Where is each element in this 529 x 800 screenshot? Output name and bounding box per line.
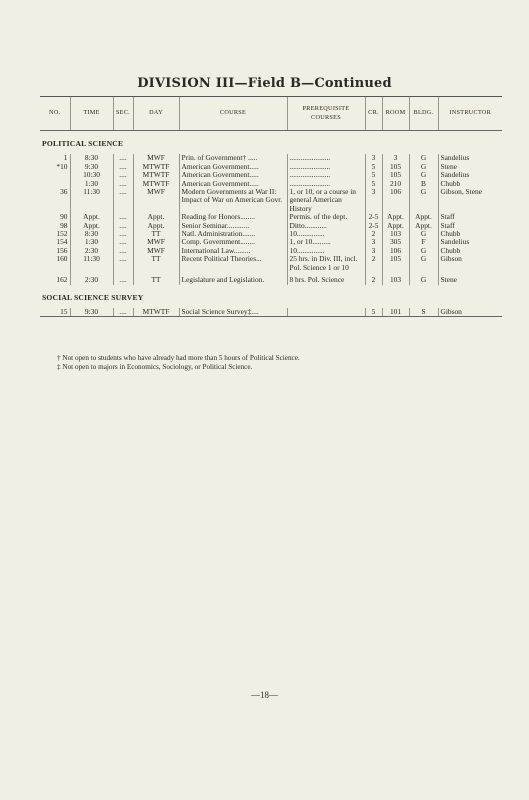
cell-cr: 2: [365, 255, 382, 272]
cell-sec: ....: [113, 154, 133, 162]
cell-cr: 3: [365, 238, 382, 246]
cell-day: TT: [133, 230, 179, 238]
cell-day: MWF: [133, 188, 179, 213]
cell-sec: ....: [113, 171, 133, 179]
cell-bldg: S: [409, 308, 438, 317]
table-row: [40, 171, 502, 179]
cell-cr: 3: [365, 188, 382, 213]
cell-time: Appt.: [70, 213, 113, 221]
cell-cr: 5: [365, 308, 382, 317]
cell-room: 106: [382, 188, 409, 213]
cell-course: Recent Political Theories...: [179, 255, 287, 272]
cell-instructor: Chubb: [438, 180, 502, 188]
cell-instructor: Sandelius: [438, 154, 502, 162]
cell-course: Reading for Honors........: [179, 213, 287, 221]
cell-no: 162: [56, 275, 68, 285]
cell-bldg: B: [409, 180, 438, 188]
cell-cr: 2-5: [365, 222, 382, 230]
cell-bldg: G: [409, 188, 438, 213]
cell-instructor: Gibson: [438, 255, 502, 272]
cell-day: Appt.: [133, 222, 179, 230]
cell-time: 11:30: [70, 188, 113, 213]
cell-day: TT: [133, 276, 179, 284]
cell-cr: 5: [365, 163, 382, 171]
cell-prerequisite: 8 hrs. Pol. Science: [287, 276, 365, 284]
cell-cr: 5: [365, 180, 382, 188]
cell-day: MTWTF: [133, 171, 179, 179]
cell-course: American Government.....: [179, 171, 287, 179]
cell-instructor: Gibson: [438, 308, 502, 317]
cell-time: 8:30: [70, 230, 113, 238]
cell-instructor: Sandelius: [438, 238, 502, 246]
table-row: [40, 276, 502, 284]
cell-bldg: G: [409, 171, 438, 179]
cell-sec: ....: [113, 276, 133, 284]
col-header-no: NO.: [40, 97, 70, 131]
col-header-day: DAY: [133, 97, 179, 131]
cell-room: 3: [382, 154, 409, 162]
cell-instructor: Staff: [438, 213, 502, 221]
table-row: [40, 213, 502, 221]
footnotes: [57, 354, 300, 371]
cell-cr: 5: [365, 171, 382, 179]
cell-bldg: G: [409, 230, 438, 238]
header-row: [40, 97, 502, 131]
cell-room: 105: [382, 171, 409, 179]
cell-sec: ....: [113, 222, 133, 230]
cell-sec: ....: [113, 230, 133, 238]
cell-room: 210: [382, 180, 409, 188]
cell-no: 15: [40, 308, 70, 317]
cell-course: Senior Seminar............: [179, 222, 287, 230]
cell-bldg: G: [409, 255, 438, 272]
cell-sec: ....: [113, 163, 133, 171]
table-row: [40, 247, 502, 255]
cell-course: Social Science Survey‡....: [179, 308, 287, 317]
cell-sec: ....: [113, 238, 133, 246]
cell-no: 160: [56, 254, 68, 264]
footnote-dagger: † Not open to students who have already had more than 5 hours of Political Science.: [57, 354, 300, 362]
cell-course: Comp. Government........: [179, 238, 287, 246]
cell-course: American Government.....: [179, 163, 287, 171]
cell-instructor: Stene: [438, 163, 502, 171]
col-header-sec: SEC.: [113, 97, 133, 131]
cell-instructor: Stene: [438, 276, 502, 284]
cell-time: 9:30: [70, 308, 113, 317]
cell-no: [40, 171, 70, 179]
cell-prerequisite: ......................: [287, 163, 365, 171]
cell-time: Appt.: [70, 222, 113, 230]
table-row: [40, 154, 502, 162]
cell-sec: ....: [113, 247, 133, 255]
cell-prerequisite: 1, or 10, or a course in general American History: [287, 188, 365, 213]
cell-room: 103: [382, 276, 409, 284]
cell-time: 1:30: [70, 238, 113, 246]
cell-no: 1: [63, 153, 68, 163]
section-heading-row: [40, 131, 502, 155]
cell-cr: 2: [365, 230, 382, 238]
footnote-double-dagger: ‡ Not open to majors in Economics, Sociology, or Political Science.: [57, 362, 253, 371]
cell-bldg: G: [409, 276, 438, 284]
cell-prerequisite: ......................: [287, 180, 365, 188]
cell-time: 2:30: [70, 247, 113, 255]
cell-day: MWF: [133, 247, 179, 255]
cell-time: 11:30: [70, 255, 113, 272]
cell-bldg: G: [409, 154, 438, 162]
cell-sec: ....: [113, 255, 133, 272]
cell-prerequisite: ......................: [287, 154, 365, 162]
cell-cr: 3: [365, 247, 382, 255]
cell-instructor: Chubb: [438, 247, 502, 255]
col-header-cr: CR.: [365, 97, 382, 131]
section-heading-row: [40, 285, 502, 308]
cell-room: 105: [382, 255, 409, 272]
section-heading: SOCIAL SCIENCE SURVEY: [42, 292, 144, 302]
cell-room: 103: [382, 230, 409, 238]
cell-sec: ....: [113, 180, 133, 188]
cell-instructor: Gibson, Stene: [438, 188, 502, 213]
cell-cr: 3: [365, 154, 382, 162]
cell-time: 10:30: [70, 171, 113, 179]
cell-time: 9:30: [70, 163, 113, 171]
cell-no: 156: [56, 245, 68, 255]
cell-prerequisite: Permis. of the dept.: [287, 213, 365, 221]
table-body: [40, 131, 502, 317]
col-header-instructor: INSTRUCTOR: [438, 97, 502, 131]
cell-prerequisite: 25 hrs. in Div. III, incl. Pol. Science 1 or 10: [287, 255, 365, 272]
cell-cr: 2: [365, 276, 382, 284]
page-number: —18—: [251, 690, 278, 700]
col-header-prerequisite: PREREQUISITE COURSES: [287, 97, 365, 131]
cell-bldg: F: [409, 238, 438, 246]
cell-room: 305: [382, 238, 409, 246]
cell-cr: 2-5: [365, 213, 382, 221]
cell-room: 106: [382, 247, 409, 255]
table-row: [40, 230, 502, 238]
cell-no: 154: [56, 237, 68, 247]
cell-sec: ....: [113, 308, 133, 317]
cell-instructor: Sandelius: [438, 171, 502, 179]
cell-prerequisite: 10...............: [287, 247, 365, 255]
cell-no: 98: [60, 220, 68, 230]
cell-no: 90: [60, 212, 68, 222]
cell-room: Appt.: [382, 222, 409, 230]
page-title: DIVISION III—Field B—Continued: [137, 76, 392, 91]
cell-room: 101: [382, 308, 409, 317]
cell-no: *10: [56, 161, 68, 171]
cell-day: MWF: [133, 154, 179, 162]
table-row: [40, 255, 502, 272]
cell-instructor: Staff: [438, 222, 502, 230]
cell-no: 36: [60, 187, 68, 197]
cell-bldg: Appt.: [409, 213, 438, 221]
col-header-course: COURSE: [179, 97, 287, 131]
cell-prerequisite: 10...............: [287, 230, 365, 238]
cell-course: Legislature and Legislation.: [179, 276, 287, 284]
cell-prerequisite: [287, 308, 365, 317]
cell-sec: ....: [113, 213, 133, 221]
cell-course: Modern Governments at War II: Impact of War on American Govr.: [179, 188, 287, 213]
cell-prerequisite: 1, or 10..........: [287, 238, 365, 246]
cell-room: 105: [382, 163, 409, 171]
col-header-time: TIME: [70, 97, 113, 131]
cell-course: Natl. Administration.......: [179, 230, 287, 238]
cell-prerequisite: ......................: [287, 171, 365, 179]
table-row: [40, 163, 502, 171]
table-row: [40, 308, 502, 317]
cell-bldg: Appt.: [409, 222, 438, 230]
cell-bldg: G: [409, 247, 438, 255]
col-header-bldg: BLDG.: [409, 97, 438, 131]
cell-instructor: Chubb: [438, 230, 502, 238]
table-row: [40, 238, 502, 246]
cell-course: American Government.....: [179, 180, 287, 188]
section-heading: POLITICAL SCIENCE: [42, 139, 124, 148]
cell-no: 152: [56, 229, 68, 239]
cell-room: Appt.: [382, 213, 409, 221]
cell-day: Appt.: [133, 213, 179, 221]
cell-time: 8:30: [70, 154, 113, 162]
col-header-room: ROOM: [382, 97, 409, 131]
table-row: [40, 222, 502, 230]
cell-day: MWF: [133, 238, 179, 246]
cell-time: 1:30: [70, 180, 113, 188]
cell-prerequisite: Ditto............: [287, 222, 365, 230]
course-schedule-table: [40, 96, 502, 317]
cell-time: 2:30: [70, 276, 113, 284]
cell-bldg: G: [409, 163, 438, 171]
cell-course: International Law.........: [179, 247, 287, 255]
cell-sec: ....: [113, 188, 133, 213]
cell-course: Prin. of Government† .....: [179, 154, 287, 162]
cell-day: MTWTF: [133, 163, 179, 171]
cell-day: MTWTF: [133, 180, 179, 188]
cell-day: MTWTF: [133, 308, 179, 317]
cell-day: TT: [133, 255, 179, 272]
table-row: [40, 188, 502, 213]
